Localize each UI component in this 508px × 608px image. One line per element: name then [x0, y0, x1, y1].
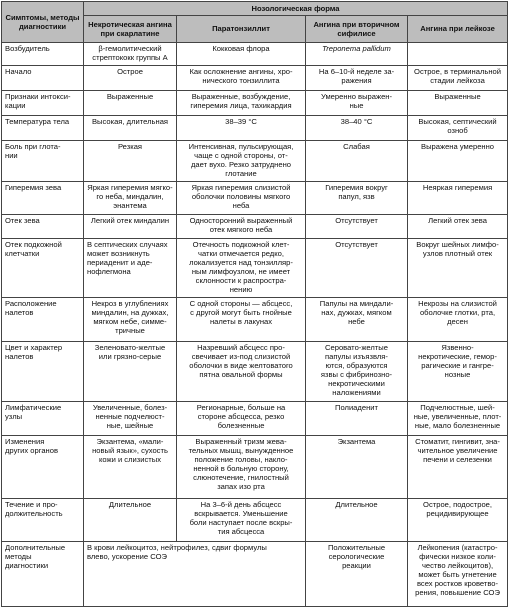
table-cell: Некроз в углублениях миндалин, на дужках, мягком небе, симме- тричные	[84, 298, 177, 342]
table-cell: Выражена умеренно	[408, 141, 508, 182]
table-cell: Отечность подкожной клет- чатки отмечается редко, локализуется над тонзилляр- ным лимфоузлом, не имеет склонности к распростра- нению	[177, 238, 306, 297]
table-row	[2, 116, 508, 141]
table-cell: Treponema pallidum	[306, 42, 408, 66]
comparison-table	[1, 1, 508, 607]
table-cell: Интенсивная, пульсирующая, чаще с одной стороны, от- дает вухо. Резко затруднено глотание	[177, 141, 306, 182]
table-cell: На 3–6-й день абсцесс вскрывается. Уменьшение боли наступает после вскры- тия абсцесса	[177, 498, 306, 542]
table-cell: В септических случаях может возникнуть периаденит и аде- нофлегмона	[84, 238, 177, 297]
table-cell: Серовато-желтые папулы изъязвля- ются, образуются язвы с фибринозно- некротическими наложениями	[306, 341, 408, 401]
table-cell: Выраженные	[408, 91, 508, 116]
table-cell: Яркая гиперемия слизистой оболочки половины мягкого неба	[177, 181, 306, 214]
table-row	[2, 436, 508, 498]
table-cell: Односторонний выраженный отек мягкого неба	[177, 215, 306, 239]
table-cell: Увеличенные, болез- ненные подчелюст- ные, шейные	[84, 402, 177, 436]
col-header-paratonsillitis: Паратонзиллит	[177, 15, 306, 42]
col-header-scarlet-fever: Некротическая ангина при скарлатине	[84, 15, 177, 42]
table-cell: Выраженный тризм жева- тельных мышц, вынужденное положение головы, накло- ненной в больную сторону, слюнотечение, гнилостный запах изо рта	[177, 436, 306, 498]
table-cell: Неяркая гиперемия	[408, 181, 508, 214]
table-cell: В крови лейкоцитоз, нейтрофилез, сдвиг формулы влево, ускорение СОЭ	[84, 542, 306, 607]
table-cell: Выраженные, возбуждение, гиперемия лица, тахикардия	[177, 91, 306, 116]
table-row	[2, 91, 508, 116]
row-label: Температура тела	[2, 116, 84, 141]
table-cell: Острое, в терминальной стадии лейкоза	[408, 66, 508, 91]
row-label: Лимфатические узлы	[2, 402, 84, 436]
col-header-leukemia: Ангина при лейкозе	[408, 15, 508, 42]
table-row	[2, 298, 508, 342]
table-cell	[408, 42, 508, 66]
row-label: Отек подкожной клетчатки	[2, 238, 84, 297]
table-cell: Регионарные, больше на стороне абсцесса, резко болезненные	[177, 402, 306, 436]
table-row	[2, 341, 508, 401]
table-cell: Легкий отек миндалин	[84, 215, 177, 239]
table-cell: 38–39 °С	[177, 116, 306, 141]
table-cell: Положительные серологические реакции	[306, 542, 408, 607]
table-row	[2, 498, 508, 542]
table-row	[2, 402, 508, 436]
row-label: Признаки интокси- кации	[2, 91, 84, 116]
table-cell: Выраженные	[84, 91, 177, 116]
table-cell: Язвенно- некротические, гемор- рагические и гангре- нозные	[408, 341, 508, 401]
table-cell: Высокая, длительная	[84, 116, 177, 141]
table-cell: 38–40 °С	[306, 116, 408, 141]
nosological-form-header: Нозологическая форма	[84, 2, 508, 16]
table-cell: Острое	[84, 66, 177, 91]
table-cell: Назревший абсцесс про- свечивает из-под слизистой оболочки в виде желтоватого пятна овальной формы	[177, 341, 306, 401]
table-cell: Как осложнение ангины, хро- нического тонзиллита	[177, 66, 306, 91]
table-cell: Стоматит, гингивит, зна- чительное увеличение печени и селезенки	[408, 436, 508, 498]
col-header-syphilis: Ангина при вторичном сифилисе	[306, 15, 408, 42]
table-cell: Яркая гиперемия мягко- го неба, миндалин, энантема	[84, 181, 177, 214]
table-cell: Длительное	[306, 498, 408, 542]
table-cell: Легкий отек зева	[408, 215, 508, 239]
table-row	[2, 238, 508, 297]
table-cell: Отсутствует	[306, 215, 408, 239]
table-cell: Умеренно выражен- ные	[306, 91, 408, 116]
table-cell: Высокая, септический озноб	[408, 116, 508, 141]
table-cell: Некрозы на слизистой оболочке глотки, рта, десен	[408, 298, 508, 342]
table-cell: Зеленовато-желтые или грязно-серые	[84, 341, 177, 401]
table-cell: Папулы на миндали- нах, дужках, мягком небе	[306, 298, 408, 342]
row-label: Начало	[2, 66, 84, 91]
table-cell: На 6–10-й неделе за- ражения	[306, 66, 408, 91]
table-cell: Кокковая флора	[177, 42, 306, 66]
table-row	[2, 42, 508, 66]
table-cell: β-гемолитический стрептококк группы А	[84, 42, 177, 66]
table-row	[2, 181, 508, 214]
table-cell: Длительное	[84, 498, 177, 542]
row-label: Возбудитель	[2, 42, 84, 66]
row-label: Гиперемия зева	[2, 181, 84, 214]
table-cell: Вокруг шейных лимфо- узлов плотный отек	[408, 238, 508, 297]
table-cell: С одной стороны — абсцесс, с другой могут быть гнойные налеты в лакунах	[177, 298, 306, 342]
row-label: Течение и про- должительность	[2, 498, 84, 542]
table-cell: Лейкопения (катастро- фически низкое коли- чество лейкоцитов), может быть угнетение всех ростков кроветво- рения, повышение СОЭ	[408, 542, 508, 607]
table-cell: Слабая	[306, 141, 408, 182]
table-cell: Резкая	[84, 141, 177, 182]
row-label: Отек зева	[2, 215, 84, 239]
table-cell: Гиперемия вокруг папул, язв	[306, 181, 408, 214]
table-cell: Острое, подострое, рецидивирующее	[408, 498, 508, 542]
table-row	[2, 66, 508, 91]
table-cell: Отсутствует	[306, 238, 408, 297]
row-label: Цвет и характер налетов	[2, 341, 84, 401]
row-label: Расположение налетов	[2, 298, 84, 342]
table-cell: Полиаденит	[306, 402, 408, 436]
table-row	[2, 542, 508, 607]
row-label: Боль при глота- нии	[2, 141, 84, 182]
table-cell: Экзантема, «мали- новый язык», сухость кожи и слизистых	[84, 436, 177, 498]
row-label: Дополнительные методы диагностики	[2, 542, 84, 607]
row-label: Изменения других органов	[2, 436, 84, 498]
table-row	[2, 215, 508, 239]
table-cell: Подчелюстные, шей- ные, увеличенные, плот- ные, мало болезненные	[408, 402, 508, 436]
symptoms-column-header: Симптомы, методы диагностики	[2, 2, 84, 43]
table-cell: Экзантема	[306, 436, 408, 498]
table-row	[2, 141, 508, 182]
